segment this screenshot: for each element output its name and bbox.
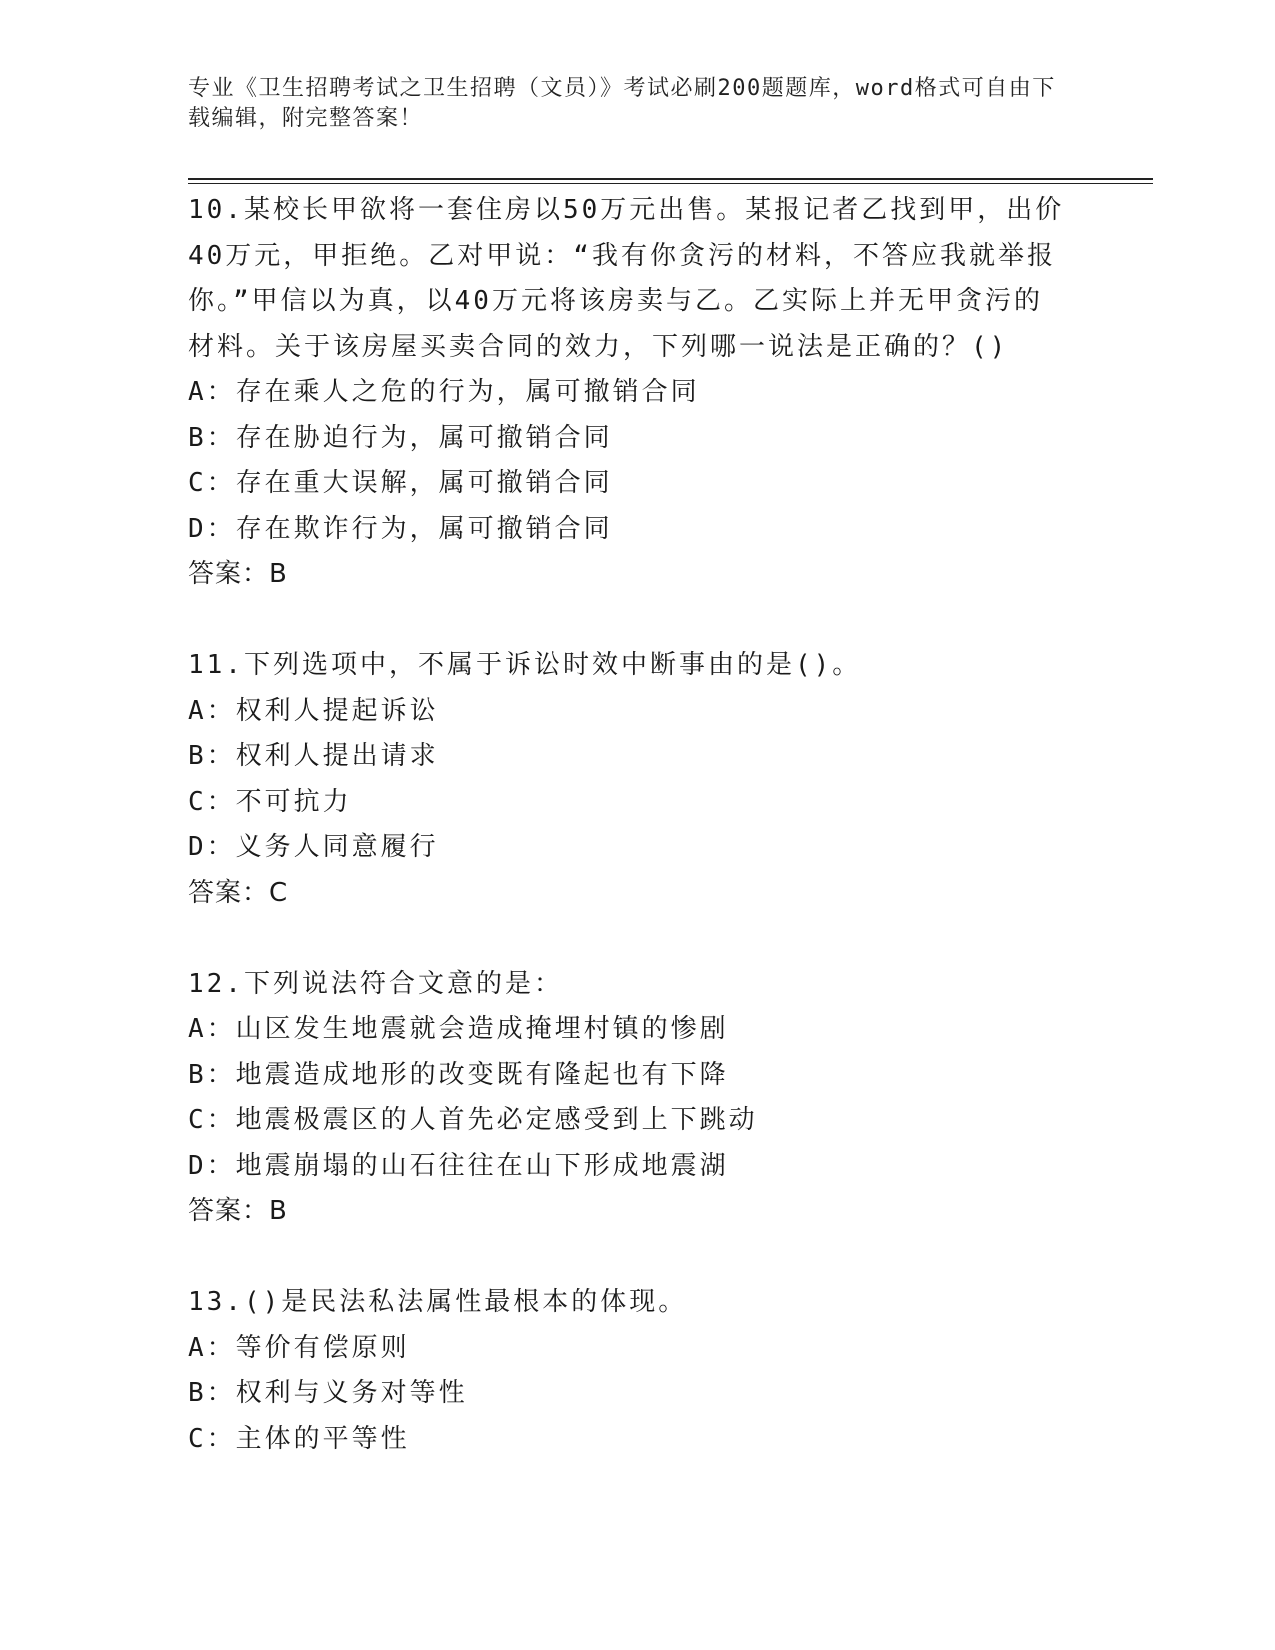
question-stem: 11.下列选项中，不属于诉讼时效中断事由的是()。 [188,650,862,680]
option-c: C：地震极震区的人首先必定感受到上下跳动 [188,1105,758,1135]
option-d: D：地震崩塌的山石往往在山下形成地震湖 [188,1150,729,1181]
option-d: D：存在欺诈行为，属可撤销合同 [188,513,613,544]
question-stem: 13.()是民法私法属性最根本的体现。 [188,1287,688,1317]
option-b: B：权利人提出请求 [188,741,439,771]
question-11 [188,643,1088,916]
header-rule-thin [188,183,1153,184]
option-c: C：不可抗力 [188,786,352,817]
question-stem: 10.某校长甲欲将一套住房以50万元出售。某报记者乙找到甲，出价40万元，甲拒绝。乙对甲说：“我有你贪污的材料，不答应我就举报你。”甲信以为真，以40万元将该房卖与乙。乙实际上并无甲贪污的材料。关于该房屋买卖合同的效力，下列哪一说法是正确的？() [188,195,1065,362]
option-a: A：等价有偿原则 [188,1332,410,1363]
option-a: A：山区发生地震就会造成掩埋村镇的惨剧 [188,1014,729,1044]
question-13 [188,1280,1088,1462]
question-12 [188,962,1088,1235]
question-spacer [188,916,1088,962]
question-list [188,188,1088,1462]
option-c: C：存在重大误解，属可撤销合同 [188,468,613,498]
option-b: B：地震造成地形的改变既有隆起也有下降 [188,1059,729,1090]
question-spacer [188,598,1088,644]
option-b: B：权利与义务对等性 [188,1378,468,1408]
option-b: B：存在胁迫行为，属可撤销合同 [188,422,613,453]
answer: 答案：B [188,1196,288,1226]
option-a: A：存在乘人之危的行为，属可撤销合同 [188,377,700,407]
question-10 [188,188,1088,598]
answer: 答案：B [188,559,288,589]
question-spacer [188,1235,1088,1281]
answer: 答案：C [188,877,289,908]
option-c: C：主体的平等性 [188,1423,410,1454]
option-a: A：权利人提起诉讼 [188,695,439,726]
option-d: D：义务人同意履行 [188,832,439,862]
header-rule-thick [188,178,1153,180]
document-header: 专业《卫生招聘考试之卫生招聘（文员）》考试必刷200题题库，word格式可自由下载编辑，附完整答案！ [188,76,1056,131]
question-stem: 12.下列说法符合文意的是： [188,968,563,999]
